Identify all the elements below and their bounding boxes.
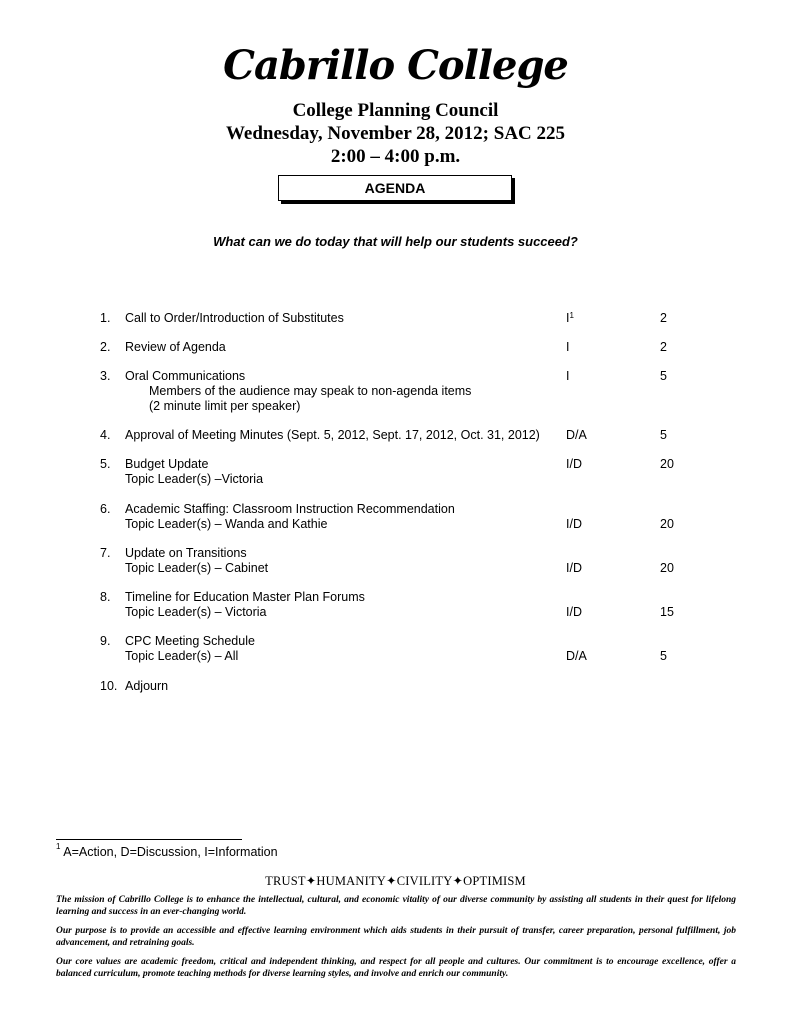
- agenda-item-minutes: 2: [660, 311, 667, 325]
- agenda-item-text: [125, 590, 565, 620]
- agenda-item-number: 2.: [100, 340, 111, 354]
- agenda-item-minutes: 15: [660, 605, 674, 619]
- agenda-item-number: 7.: [100, 546, 111, 560]
- action-code-text: I/D: [566, 605, 582, 619]
- agenda-item-text: [125, 311, 565, 326]
- action-code-text: I: [566, 369, 570, 383]
- agenda-item-topic-leader: Topic Leader(s) – Victoria: [125, 605, 267, 619]
- agenda-item-minutes: 20: [660, 561, 674, 575]
- agenda-item-minutes: 5: [660, 428, 667, 442]
- agenda-item-number: 10.: [100, 679, 118, 693]
- agenda-item-minutes: 2: [660, 340, 667, 354]
- agenda-item-text: [125, 340, 565, 355]
- action-code-text: I/D: [566, 517, 582, 531]
- footnote-divider: [56, 839, 242, 840]
- agenda-item-number: 8.: [100, 590, 111, 604]
- action-code-text: I/D: [566, 457, 582, 471]
- meeting-time: 2:00 – 4:00 p.m.: [330, 146, 461, 167]
- agenda-item-action-code: [566, 428, 616, 443]
- footnote-marker: 1: [56, 842, 61, 851]
- agenda-item-minutes: 20: [660, 517, 674, 531]
- agenda-item-action-code: [566, 369, 616, 384]
- agenda-item-number: 9.: [100, 634, 111, 648]
- agenda-item-note: Members of the audience may speak to non-agenda items: [149, 384, 472, 398]
- action-code-text: I: [566, 311, 570, 325]
- footnote: [56, 842, 278, 859]
- agenda-item-topic-leader: Topic Leader(s) – Wanda and Kathie: [125, 517, 328, 531]
- agenda-item-title: Oral Communications: [125, 369, 246, 383]
- agenda-item-action-code: [566, 340, 616, 355]
- agenda-item-minutes: 5: [660, 649, 667, 663]
- agenda-item-text: [125, 369, 565, 414]
- mission-paragraph: The mission of Cabrillo College is to enhance the intellectual, cultural, and economic vitality of our diverse community by assisting all students in their quest for lifelong learning and success in an ever-changing world.: [56, 895, 736, 917]
- purpose-paragraph: Our purpose is to provide an accessible and effective learning environment which aids students in their pursuit of transfer, career preparation, personal fulfillment, job advancement, and retraining goals.: [56, 926, 736, 948]
- action-code-text: D/A: [566, 649, 587, 663]
- agenda-item-action-code: [566, 561, 616, 576]
- tagline: What can we do today that will help our students succeed?: [213, 234, 578, 249]
- agenda-item-number: 4.: [100, 428, 111, 442]
- agenda-item-note: (2 minute limit per speaker): [149, 399, 301, 413]
- agenda-item-title: Review of Agenda: [125, 340, 226, 354]
- agenda-item-action-code: [566, 649, 616, 664]
- agenda-item-text: [125, 428, 565, 443]
- agenda-item-action-code: [566, 605, 616, 620]
- council-title: College Planning Council: [292, 100, 499, 121]
- agenda-item-topic-leader: Topic Leader(s) – All: [125, 649, 239, 663]
- agenda-item-text: [125, 457, 565, 487]
- agenda-item-title: Budget Update: [125, 457, 209, 471]
- agenda-item-number: 5.: [100, 457, 111, 471]
- footnote-reference: 1: [569, 311, 574, 320]
- agenda-item-title: Academic Staffing: Classroom Instruction Recommendation: [125, 502, 455, 516]
- agenda-item-action-code: [566, 517, 616, 532]
- agenda-item-text: [125, 634, 565, 664]
- footnote-text: A=Action, D=Discussion, I=Information: [60, 845, 278, 859]
- agenda-item-number: 3.: [100, 369, 111, 383]
- agenda-item-minutes: 20: [660, 457, 674, 471]
- agenda-item-title: Call to Order/Introduction of Substitutes: [125, 311, 344, 325]
- action-code-text: I/D: [566, 561, 582, 575]
- action-code-text: I: [566, 340, 570, 354]
- agenda-item-title: Adjourn: [125, 679, 169, 693]
- agenda-item-title: Timeline for Education Master Plan Forums: [125, 590, 365, 604]
- agenda-heading-box: AGENDA: [278, 175, 512, 201]
- agenda-item-text: [125, 546, 565, 576]
- agenda-item-action-code: [566, 311, 616, 326]
- meeting-date-location: Wednesday, November 28, 2012; SAC 225: [225, 123, 566, 144]
- college-logo: Cabrillo College: [223, 42, 568, 89]
- agenda-item-title: Approval of Meeting Minutes (Sept. 5, 2012, Sept. 17, 2012, Oct. 31, 2012): [125, 428, 540, 442]
- action-code-text: D/A: [566, 428, 587, 442]
- agenda-item-topic-leader: Topic Leader(s) –Victoria: [125, 472, 264, 486]
- agenda-item-title: CPC Meeting Schedule: [125, 634, 255, 648]
- agenda-item-title: Update on Transitions: [125, 546, 247, 560]
- agenda-item-number: 6.: [100, 502, 111, 516]
- agenda-item-minutes: 5: [660, 369, 667, 383]
- agenda-item-action-code: [566, 457, 616, 472]
- agenda-item-number: 1.: [100, 311, 111, 325]
- agenda-item-topic-leader: Topic Leader(s) – Cabinet: [125, 561, 269, 575]
- values-line: TRUST✦HUMANITY✦CIVILITY✦OPTIMISM: [265, 874, 526, 888]
- core-values-paragraph: Our core values are academic freedom, critical and independent thinking, and respect for all people and cultures. Our commitment is to encourage excellence, offer a balanced curriculum, promote teaching methods for diverse learning styles, and involve and enrich our community.: [56, 957, 736, 979]
- agenda-item-text: [125, 502, 565, 532]
- agenda-item-text: [125, 679, 565, 694]
